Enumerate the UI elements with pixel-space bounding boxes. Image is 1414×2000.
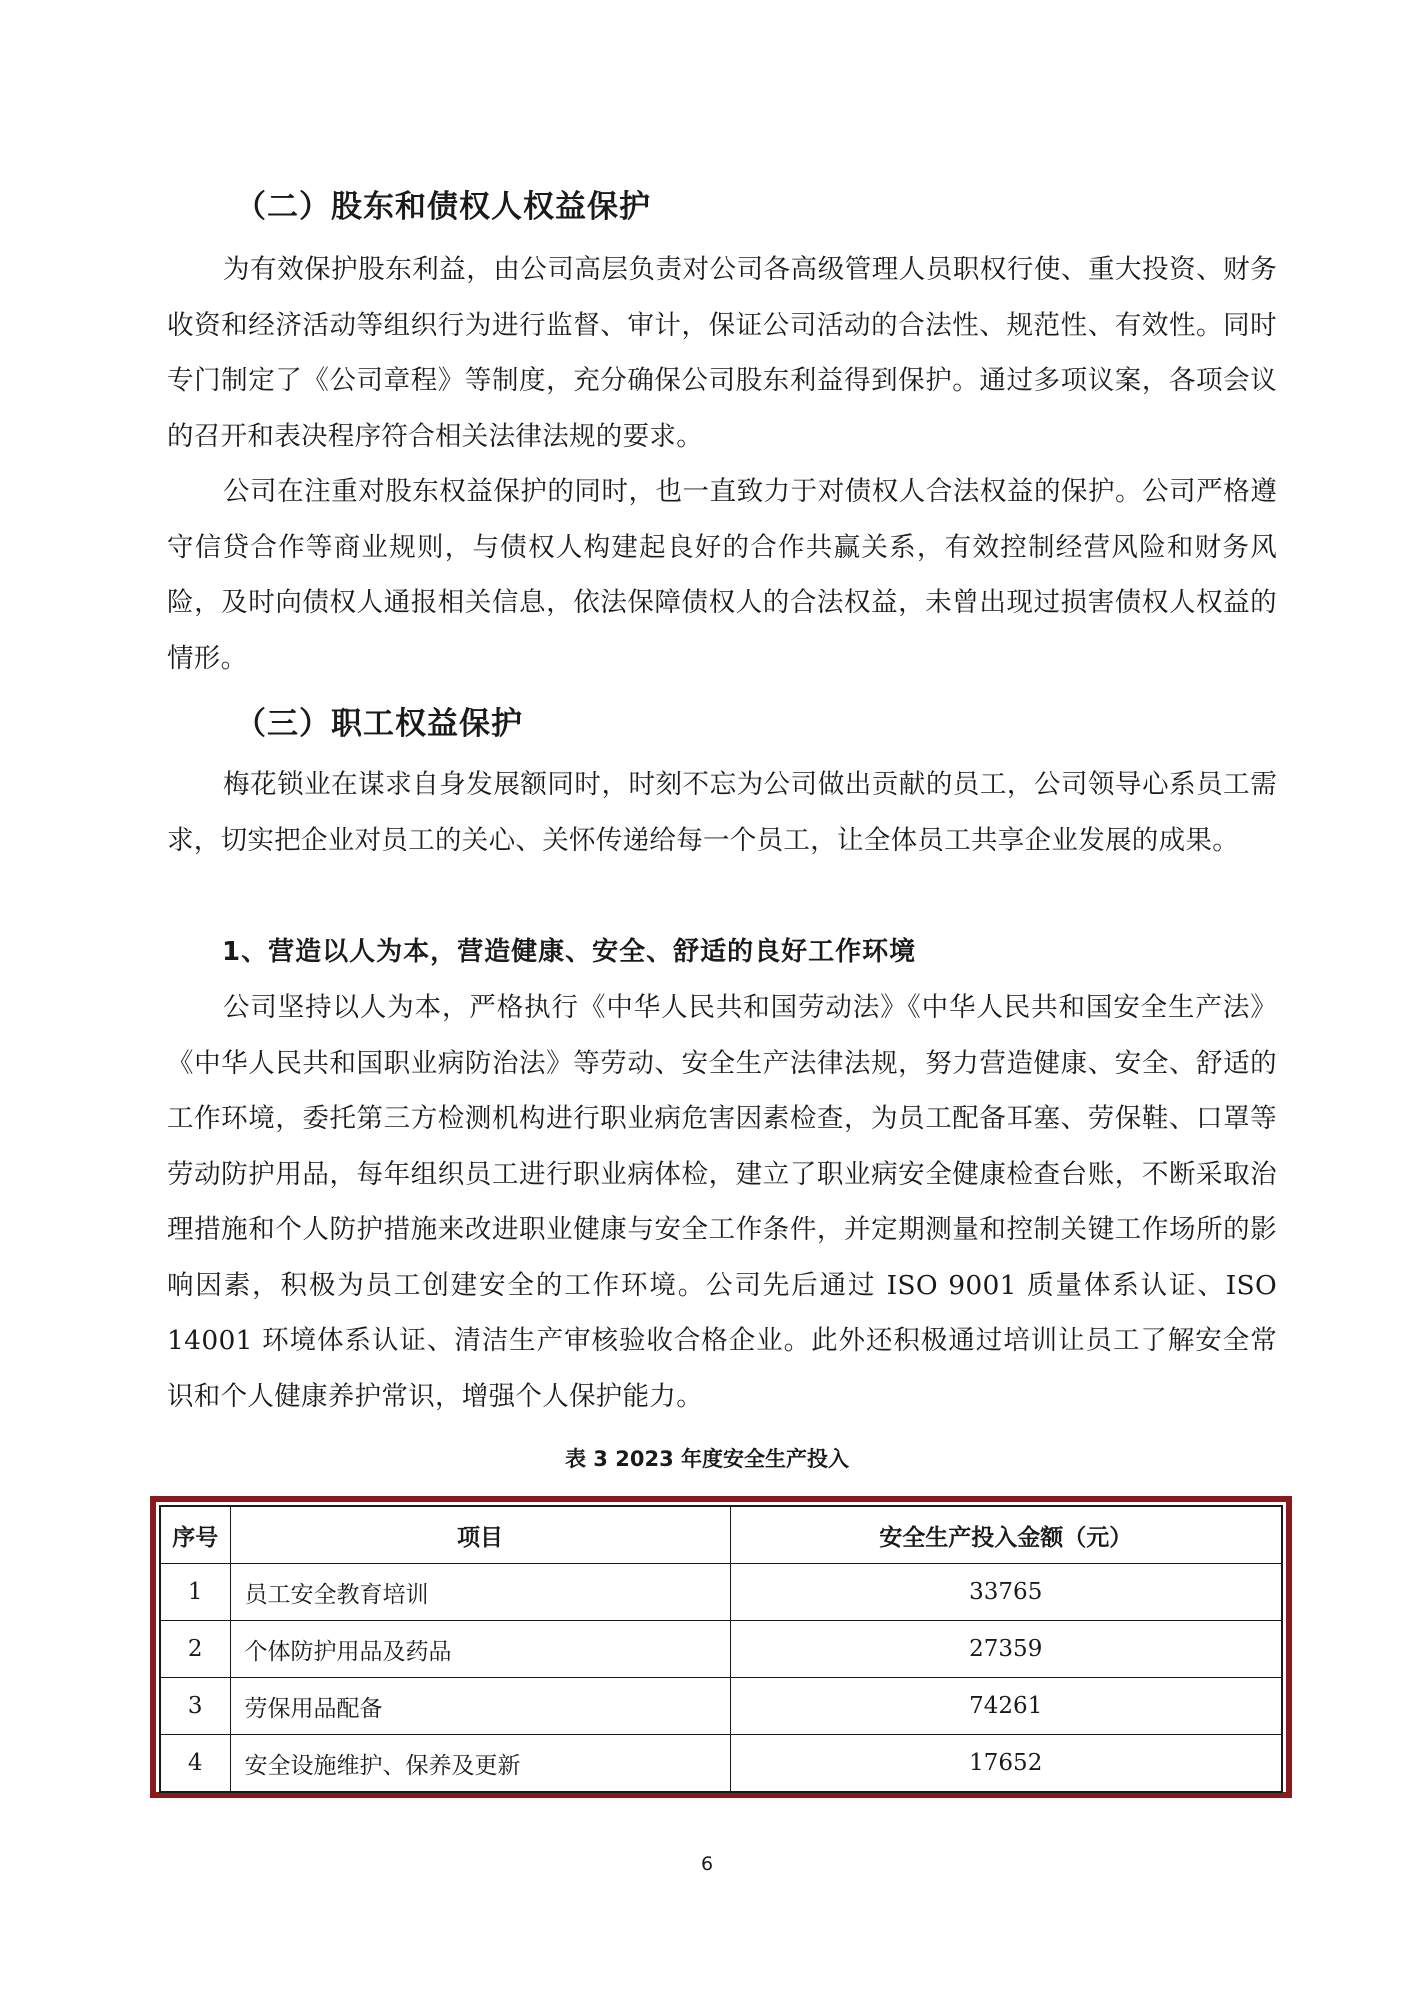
- table-frame: [150, 1496, 1292, 1798]
- cell-index: 2: [160, 1621, 230, 1678]
- header-index: 序号: [160, 1506, 230, 1564]
- cell-item: 员工安全教育培训: [230, 1564, 730, 1621]
- cell-index: 1: [160, 1564, 230, 1621]
- table-header-row: [160, 1506, 1282, 1564]
- cell-amount: 74261: [730, 1678, 1282, 1735]
- cell-item: 安全设施维护、保养及更新: [230, 1735, 730, 1793]
- table-row: [160, 1735, 1282, 1793]
- cell-item: 个体防护用品及药品: [230, 1621, 730, 1678]
- cell-index: 3: [160, 1678, 230, 1735]
- table-row: [160, 1621, 1282, 1678]
- table-row: [160, 1678, 1282, 1735]
- header-item: 项目: [230, 1506, 730, 1564]
- paragraph-shareholder-1: 为有效保护股东利益，由公司高层负责对公司各高级管理人员职权行使、重大投资、财务收资和经济活动等组织行为进行监督、审计，保证公司活动的合法性、规范性、有效性。同时专门制定了《公司章程》等制度，充分确保公司股东利益得到保护。通过多项议案，各项会议的召开和表决程序符合相关法律法规的要求。: [167, 254, 1277, 452]
- safety-investment-table: [159, 1505, 1283, 1793]
- header-amount: 安全生产投入金额（元）: [730, 1506, 1282, 1564]
- paragraph-shareholder-2: 公司在注重对股东权益保护的同时，也一直致力于对债权人合法权益的保护。公司严格遵守信贷合作等商业规则，与债权人构建起良好的合作共赢关系，有效控制经营风险和财务风险，及时向债权人通报相关信息，依法保障债权人的合法权益，未曾出现过损害债权人权益的情形。: [167, 476, 1277, 674]
- section-heading-employee: （三）职工权益保护: [235, 706, 523, 742]
- paragraph-employee-1: 梅花锁业在谋求自身发展额同时，时刻不忘为公司做出贡献的员工，公司领导心系员工需求，切实把企业对员工的关心、关怀传递给每一个员工，让全体员工共享企业发展的成果。: [167, 769, 1277, 856]
- section-heading-shareholder: （二）股东和债权人权益保护: [235, 189, 651, 225]
- cell-index: 4: [160, 1735, 230, 1793]
- cell-amount: 17652: [730, 1735, 1282, 1793]
- subsection-heading-environment: 1、营造以人为本，营造健康、安全、舒适的良好工作环境: [222, 937, 917, 967]
- cell-amount: 33765: [730, 1564, 1282, 1621]
- table-row: [160, 1564, 1282, 1621]
- paragraph-environment: 公司坚持以人为本，严格执行《中华人民共和国劳动法》《中华人民共和国安全生产法》《中华人民共和国职业病防治法》等劳动、安全生产法律法规，努力营造健康、安全、舒适的工作环境，委托第三方检测机构进行职业病危害因素检查，为员工配备耳塞、劳保鞋、口罩等劳动防护用品，每年组织员工进行职业病体检，建立了职业病安全健康检查台账，不断采取治理措施和个人防护措施来改进职业健康与安全工作条件，并定期测量和控制关键工作场所的影响因素，积极为员工创建安全的工作环境。公司先后通过 ISO 9001 质量体系认证、ISO 14001 环境体系认证、清洁生产审核验收合格企业。此外还积极通过培训让员工了解安全常识和个人健康养护常识，增强个人保护能力。: [167, 992, 1277, 1412]
- table-caption: 表 3 2023 年度安全生产投入: [565, 1447, 849, 1471]
- page-number: 6: [700, 1853, 714, 1875]
- cell-item: 劳保用品配备: [230, 1678, 730, 1735]
- cell-amount: 27359: [730, 1621, 1282, 1678]
